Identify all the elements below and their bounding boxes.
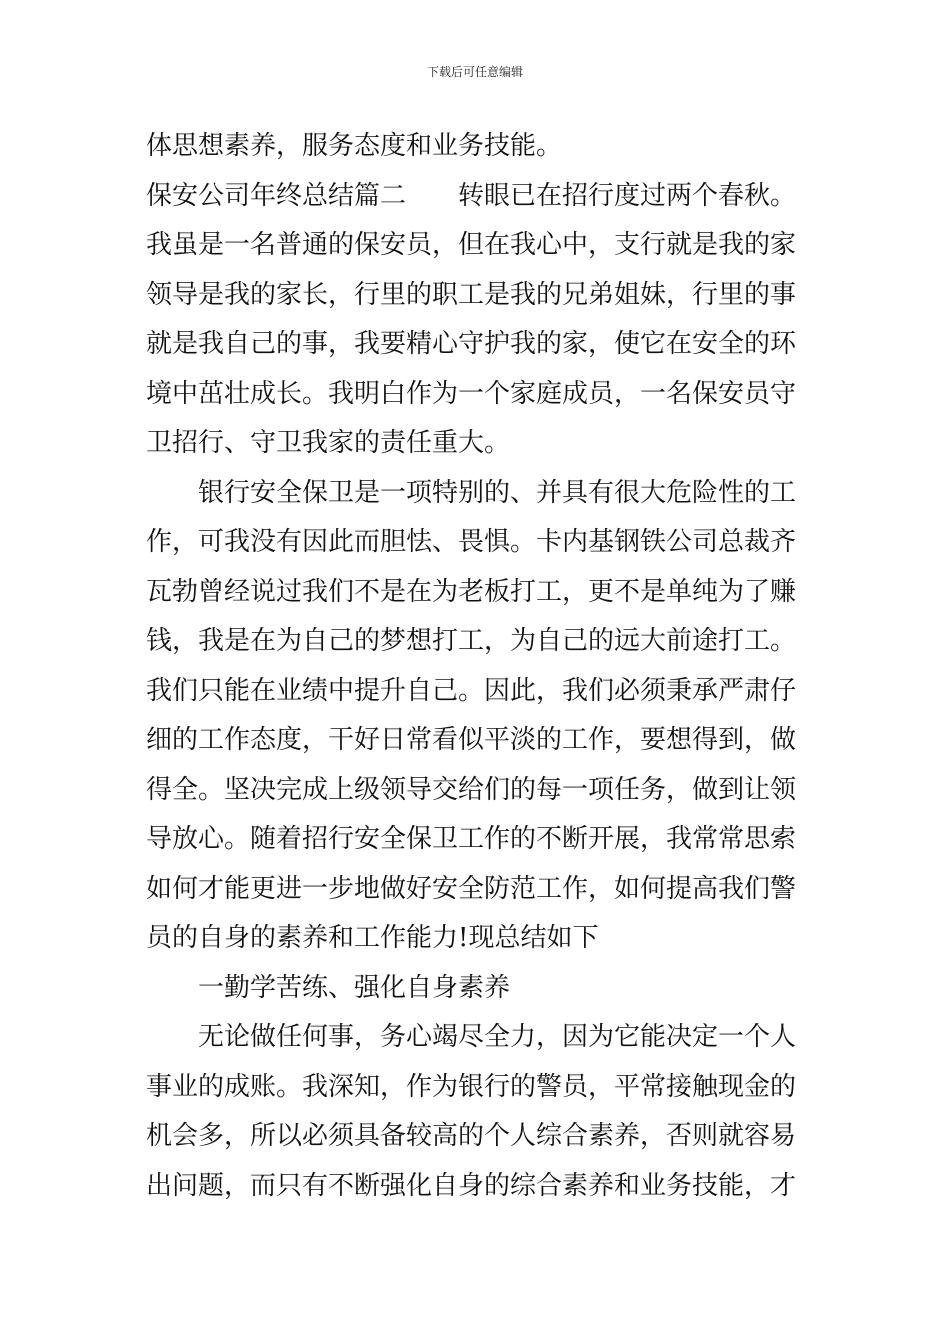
text-line: 我虽是一名普通的保安员，但在我心中，支行就是我的家 xyxy=(146,230,797,260)
subheading-line: 一勤学苦练、强化自身素养 xyxy=(198,972,511,1003)
text-line: 作，可我没有因此而胆怯、畏惧。卡内基钢铁公司总裁齐 xyxy=(146,527,797,557)
text-line: 导放心。随着招行安全保卫工作的不断开展，我常常思索 xyxy=(146,824,797,854)
text-line: 事业的成账。我深知，作为银行的警员，平常接触现金的 xyxy=(146,1071,797,1102)
text-line: 我们只能在业绩中提升自己。因此，我们必须秉承严肃仔 xyxy=(146,675,797,706)
text-line: 就是我自己的事，我要精心守护我的家，使它在安全的环 xyxy=(146,329,797,359)
text-line: 得全。坚决完成上级领导交给们的每一项任务，做到让领 xyxy=(146,774,797,805)
text-line: 钱，我是在为自己的梦想打工，为自己的远大前途打工。 xyxy=(146,626,797,656)
section-title-line xyxy=(146,172,806,222)
text-line: 卫招行、守卫我家的责任重大。 xyxy=(146,428,511,458)
text-span: 转眼已在招行度过两个春秋。 xyxy=(458,180,797,211)
text-line: 细的工作态度，干好日常看似平淡的工作，要想得到，做 xyxy=(146,725,797,755)
text-line: 如何才能更进一步地做好安全防范工作，如何提高我们警 xyxy=(146,873,797,904)
section-title: 保安公司年终总结篇二 xyxy=(146,180,407,211)
text-line: 出问题，而只有不断强化自身的综合素养和业务技能，才 xyxy=(146,1170,797,1201)
text-line: 领导是我的家长，行里的职工是我的兄弟姐妹，行里的事 xyxy=(146,279,797,310)
text-line: 瓦勃曾经说过我们不是在为老板打工，更不是单纯为了赚 xyxy=(146,576,797,607)
page-header: 下载后可任意编辑 xyxy=(426,65,523,79)
text-line: 员的自身的素养和工作能力!现总结如下 xyxy=(146,923,599,953)
text-line: 机会多，所以必须具备较高的个人综合素养，否则就容易 xyxy=(146,1121,797,1151)
text-line: 境中茁壮成长。我明白作为一个家庭成员，一名保安员守 xyxy=(146,378,797,409)
paragraph-start-line: 银行安全保卫是一项特别的、并具有很大危险性的工 xyxy=(198,477,797,508)
document-body xyxy=(146,122,806,1211)
text-line: 体思想素养，服务态度和业务技能。 xyxy=(146,131,563,161)
paragraph-start-line: 无论做任何事，务心竭尽全力，因为它能决定一个人 xyxy=(198,1022,797,1052)
